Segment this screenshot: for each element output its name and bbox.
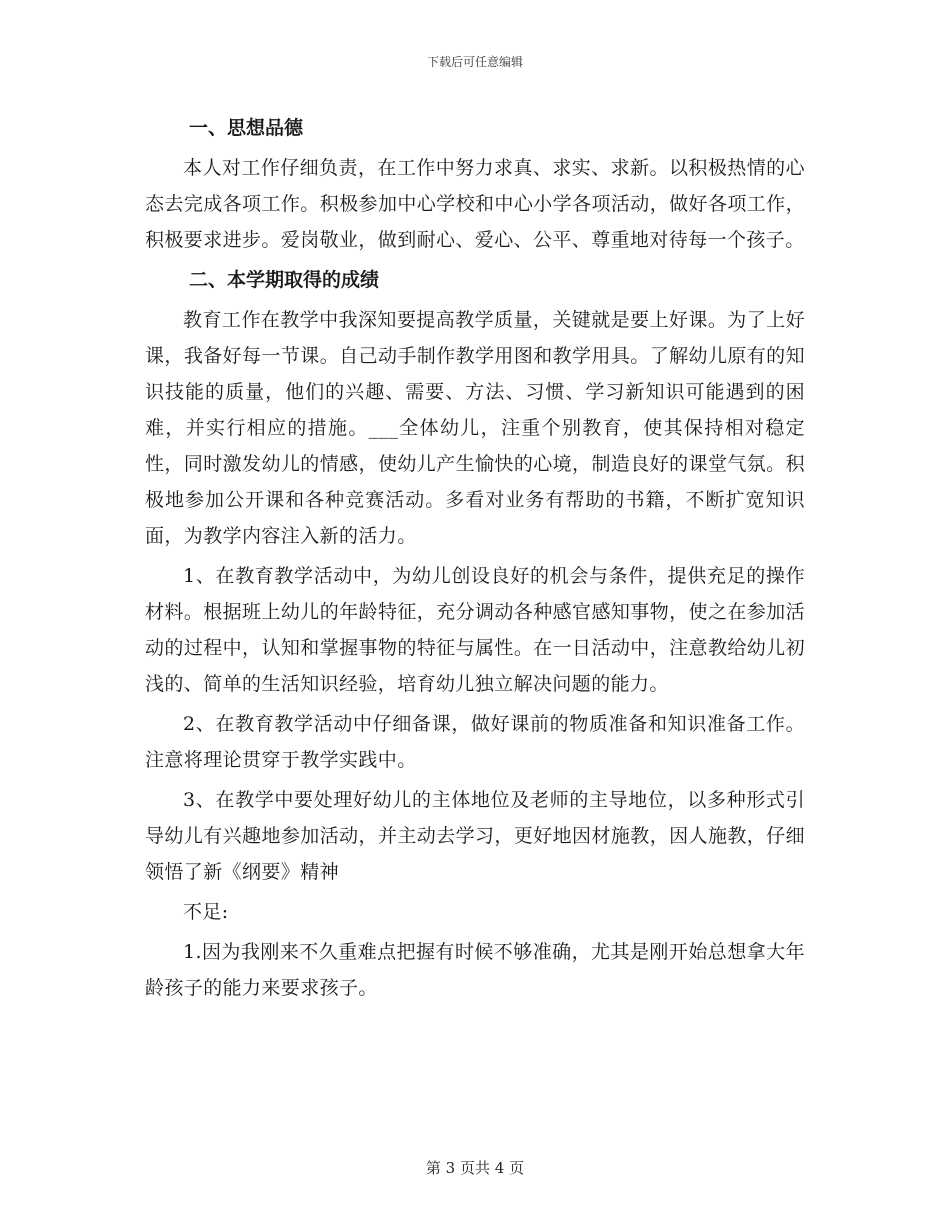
paragraph: 1.因为我刚来不久重难点把握有时候不够准确，尤其是刚开始总想拿大年龄孩子的能力来要求孩子。 [145,941,805,999]
paragraph: 2、在教育教学活动中仔细备课，做好课前的物质准备和知识准备工作。注意将理论贯穿于教学实践中。 [145,713,805,771]
paragraph: 3、在教学中要处理好幼儿的主体地位及老师的主导地位，以多种形式引导幼儿有兴趣地参加活动，并主动去学习，更好地因材施教，因人施教，仔细领悟了新《纲要》精神 [145,789,805,883]
section-heading-1: 一、思想品德 [189,117,304,139]
paragraph: 1、在教育教学活动中，为幼儿创设良好的机会与条件，提供充足的操作材料。根据班上幼儿的年龄特征，充分调动各种感官感知事物，使之在参加活动的过程中，认知和掌握事物的特征与属性。在一日活动中，注意教给幼儿初浅的、简单的生活知识经验，培育幼儿独立解决问题的能力。 [145,565,805,695]
subheading-shortcomings: 不足: [183,901,229,923]
page-header: 下载后可任意编辑 [426,55,523,69]
document-body [145,110,805,1010]
section-heading-2: 二、本学期取得的成绩 [189,269,380,291]
page-footer: 第 3 页共 4 页 [425,1159,525,1177]
paragraph: 本人对工作仔细负责，在工作中努力求真、求实、求新。以积极热情的心态去完成各项工作。积极参加中心学校和中心小学各项活动，做好各项工作，积极要求进步。爱岗敬业，做到耐心、爱心、公平、尊重地对待每一个孩子。 [145,157,805,251]
paragraph: 教育工作在教学中我深知要提高教学质量，关键就是要上好课。为了上好课，我备好每一节课。自己动手制作教学用图和教学用具。了解幼儿原有的知识技能的质量，他们的兴趣、需要、方法、习惯、学习新知识可能遇到的困难，并实行相应的措施。___全体幼儿，注重个别教育，使其保持相对稳定性，同时激发幼儿的情感，使幼儿产生愉快的心境，制造良好的课堂气氛。积极地参加公开课和各种竞赛活动。多看对业务有帮助的书籍，不断扩宽知识面，为教学内容注入新的活力。 [145,309,805,547]
